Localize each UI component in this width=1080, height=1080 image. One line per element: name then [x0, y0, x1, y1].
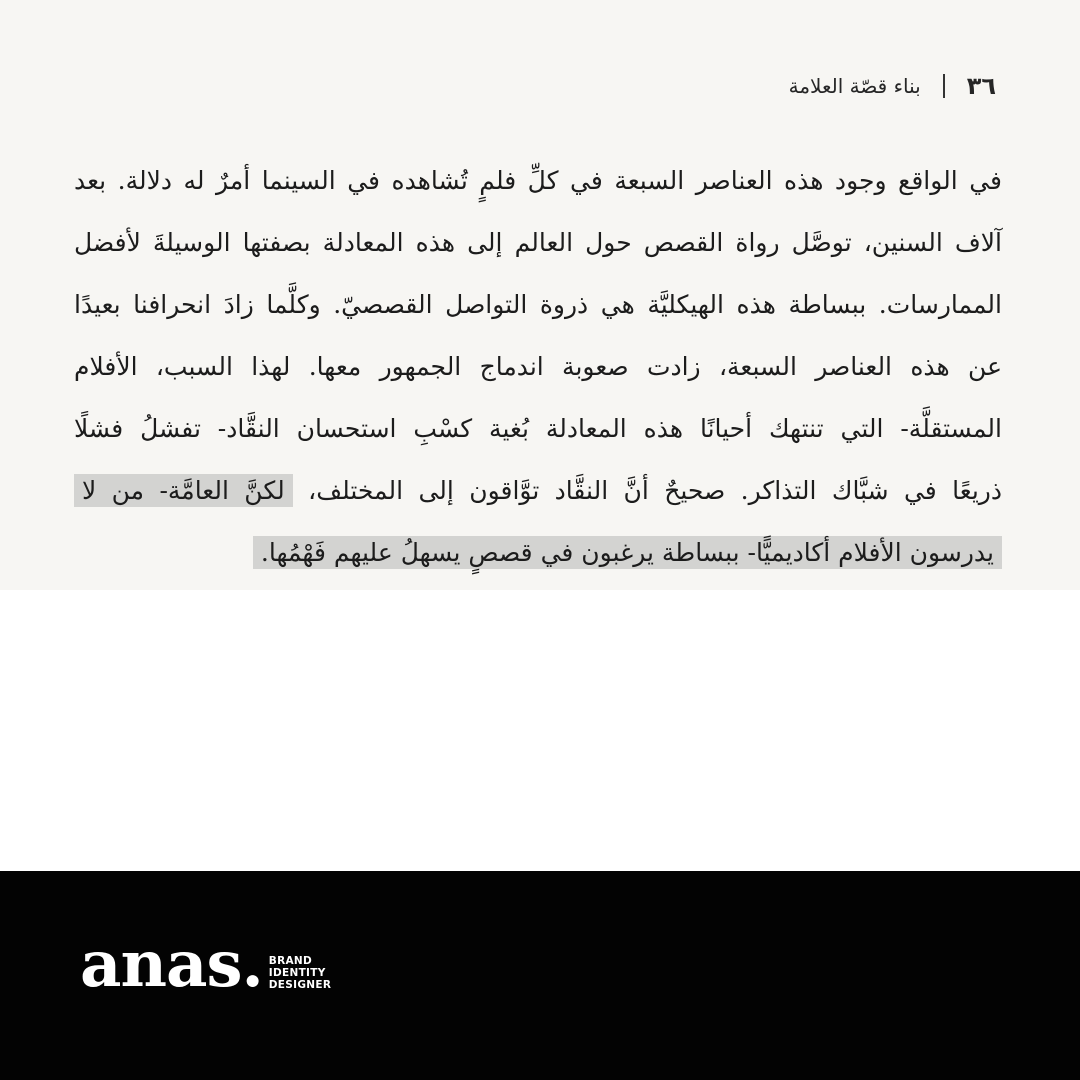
- text-line: المستقلَّة- التي تنتهك أحيانًا هذه المعادلة بُغية كسْبِ استحسان النقَّاد- تفشلُ فشلًا: [74, 414, 1002, 443]
- highlighted-text: يدرسون الأفلام أكاديميًّا- ببساطة يرغبون في قصصٍ يسهلُ عليهم فَهْمُها.: [253, 536, 1002, 569]
- page-number: ٣٦: [966, 72, 996, 100]
- text-line: في الواقع وجود هذه العناصر السبعة في كلِّ فلمٍ تُشاهده في السينما أمرٌ له دلالة. بعد: [74, 166, 1002, 195]
- brand-tagline: [269, 955, 331, 997]
- header-divider: [943, 74, 945, 98]
- text-line: الممارسات. ببساطة هذه الهيكليَّة هي ذروة التواصل القصصيّ. وكلَّما زادَ انحرافنا بعيدًا: [74, 290, 1002, 319]
- text-line: [74, 522, 1002, 584]
- text-line: آلاف السنين، توصَّل رواة القصص حول العالم إلى هذه المعادلة بصفتها الوسيلةَ لأفضل: [74, 228, 1002, 257]
- tagline-line: DESIGNER: [268, 979, 332, 991]
- brand-logo: [80, 927, 332, 1002]
- tagline-line: IDENTITY: [268, 967, 326, 979]
- running-head: [84, 66, 996, 106]
- body-paragraph: [74, 150, 1002, 584]
- highlighted-text: لكنَّ العامَّة- من لا: [74, 474, 293, 507]
- text-line: عن هذه العناصر السبعة، زادت صعوبة اندماج الجمهور معها. لهذا السبب، الأفلام: [74, 352, 1002, 381]
- text-line: [74, 460, 1002, 522]
- brand-wordmark: anas.: [80, 927, 263, 1002]
- chapter-title: بناء قصّة العلامة: [788, 74, 921, 98]
- text-segment: ذريعًا في شبَّاك التذاكر. صحيحٌ أنَّ النقَّاد توَّاقون إلى المختلف،: [292, 476, 1002, 505]
- tagline-line: BRAND: [268, 955, 312, 967]
- blank-area: [0, 590, 1080, 872]
